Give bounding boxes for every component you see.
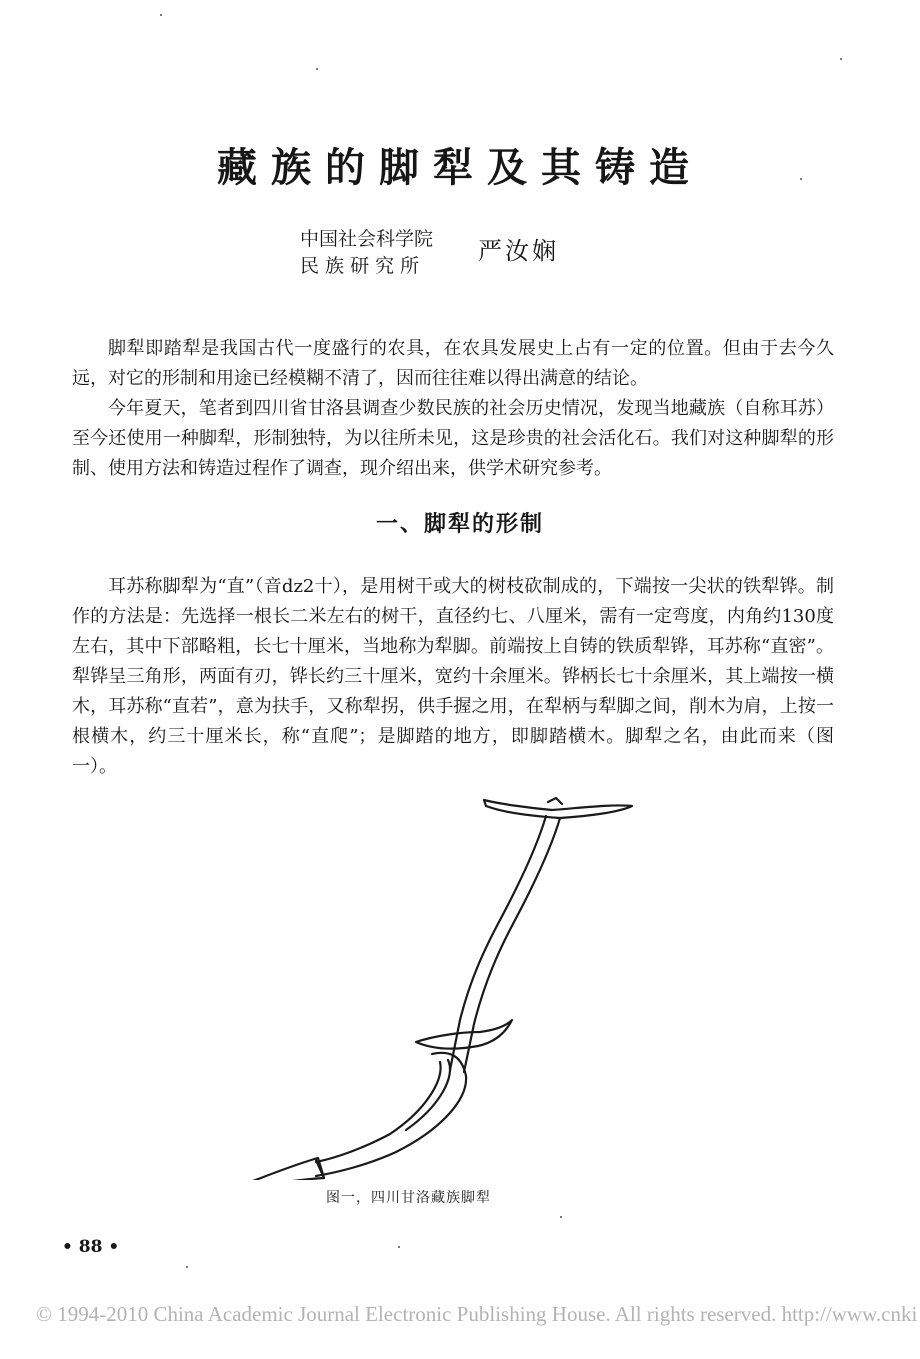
foot-plough-illustration	[200, 780, 660, 1180]
scan-speck	[840, 58, 842, 60]
foot-rest-crossbar	[416, 1020, 512, 1049]
author-name: 严汝娴	[478, 237, 559, 265]
section-heading: 一、脚犁的形制	[375, 512, 544, 537]
handle-crossbar	[484, 800, 632, 818]
intro-paragraph-2: 今年夏天，笔者到四川省甘洛县调查少数民族的社会历史情况，发现当地藏族（自称耳苏）至今还使用一种脚犁，形制独特，为以往所未见，这是珍贵的社会活化石。我们对这种脚犁的形制、使用方法和铸造过程作了调查，现介绍出来，供学术研究参考。	[72, 398, 834, 479]
plough-handle-shaft-edge	[464, 818, 560, 1072]
affiliation-line-1: 中国社会科学院	[300, 228, 434, 250]
intro-paragraph-1: 脚犁即踏犁是我国古代一度盛行的农具，在农具发展史上占有一定的位置。但由于去今久远，对它的形制和用途已经模糊不清了，因而往往难以得出满意的结论。	[72, 338, 834, 389]
scan-speck	[160, 14, 162, 16]
author-affiliation	[300, 226, 433, 280]
plough-foot	[316, 1053, 466, 1176]
ploughshare	[220, 1158, 324, 1180]
article-title: 藏族的脚犁及其铸造	[217, 144, 703, 191]
scan-speck	[316, 68, 318, 70]
scan-speck	[800, 178, 802, 180]
plough-foot-inner	[316, 1062, 441, 1162]
scan-speck	[398, 1246, 400, 1248]
copyright-watermark: © 1994-2010 China Academic Journal Electronic Publishing House. All rights reserved. http://www.cnki	[36, 1302, 918, 1326]
affiliation-line-2: 民 族 研 究 所	[300, 255, 420, 277]
section-paragraph: 耳苏称脚犁为“直”（音dz2十），是用树干或大的树枝砍制成的，下端按一尖状的铁犁铧。制作的方法是：先选择一根长二米左右的树干，直径约七、八厘米，需有一定弯度，内角约130度左右，其中下部略粗，长七十厘米，当地称为犁脚。前端按上自铸的铁质犁铧，耳苏称“直密”。犁铧呈三角形，两面有刃，铧长约三十厘米，宽约十余厘米。铧柄长七十余厘米，其上端按一横木，耳苏称“直若”，意为扶手，又称犁拐，供手握之用，在犁柄与犁脚之间，削木为肩，上按一根横木，约三十厘米长，称“直爬”；是脚踏的地方，即脚踏横木。脚犁之名，由此而来（图一）。	[72, 576, 834, 777]
handle-crossbar-knob	[548, 798, 562, 804]
page-number: • 88 •	[62, 1237, 120, 1257]
figure-caption: 图一，四川甘洛藏族脚犁	[326, 1190, 491, 1206]
scan-speck	[186, 1266, 188, 1268]
scan-speck	[560, 1216, 562, 1218]
